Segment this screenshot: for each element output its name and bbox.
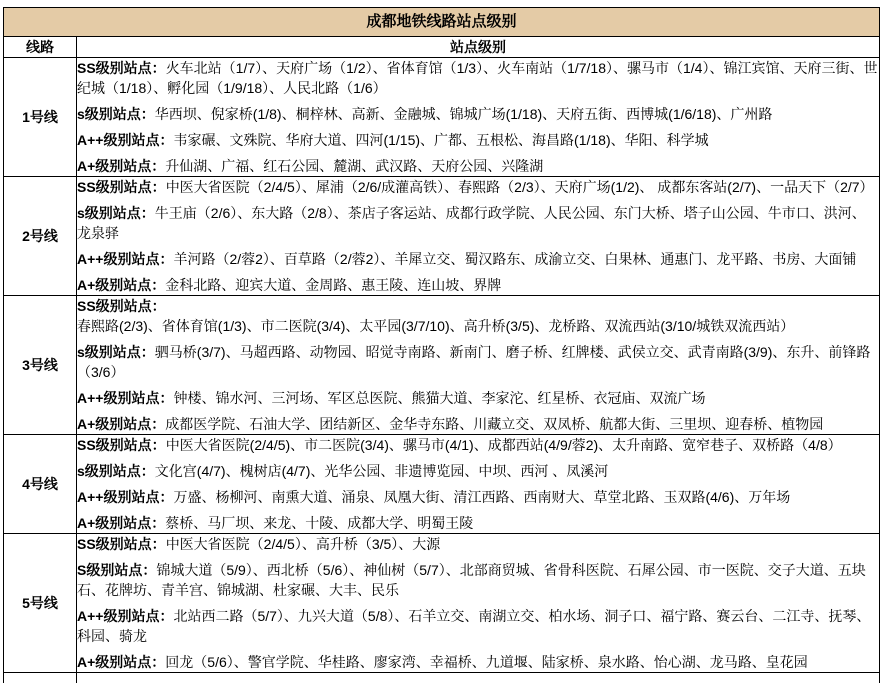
stations-cell-empty xyxy=(77,673,880,683)
level-row-ap xyxy=(77,414,879,434)
level-row-s xyxy=(77,203,879,243)
station-list: 锦城大道（5/9）、西北桥（5/6）、神仙树（5/7）、北部商贸城、省骨科医院、石犀公园、市一医院、交子大道、五块石、花牌坊、青羊宫、锦城湖、杜家碾、大丰、民乐 xyxy=(77,562,866,598)
table-row-next-partial xyxy=(4,673,880,683)
level-label: SS级别站点： xyxy=(77,437,166,453)
level-row-ss xyxy=(77,177,879,197)
level-label: A+级别站点： xyxy=(77,158,165,174)
station-list: 中医大省医院（2/4/5）、高升桥（3/5）、大源 xyxy=(166,536,441,552)
level-label: s级别站点： xyxy=(77,463,155,479)
level-label: A+级别站点： xyxy=(77,515,165,531)
station-list: 羊河路（2/蓉2）、百草路（2/蓉2）、羊犀立交、蜀汉路东、成渝立交、白果林、通惠门、龙平路、书房、大面铺 xyxy=(173,251,856,267)
stations-cell xyxy=(77,435,880,534)
column-header-line: 线路 xyxy=(4,37,77,58)
station-list: 中医大省医院（2/4/5）、犀浦（2/6/成灌高铁）、春熙路（2/3）、天府广场(1/2)、 成都东客站(2/7)、一品天下（2/7） xyxy=(166,179,874,195)
level-label: A++级别站点： xyxy=(77,608,173,624)
line-name-cell: 3号线 xyxy=(4,296,77,435)
level-row-ss xyxy=(77,58,879,98)
level-row-ss xyxy=(77,435,879,455)
station-list: 升仙湖、广福、红石公园、麓湖、武汉路、天府公园、兴隆湖 xyxy=(165,158,543,174)
level-label: A++级别站点： xyxy=(77,251,173,267)
metro-station-grade-table xyxy=(3,7,880,683)
level-row-ap xyxy=(77,275,879,295)
level-row-s xyxy=(77,104,879,124)
station-list: 蔡桥、马厂坝、来龙、十陵、成都大学、明蜀王陵 xyxy=(165,515,473,531)
station-list: 华西坝、倪家桥(1/8)、桐梓林、高新、金融城、锦城广场(1/18)、天府五街、西博城(1/6/18)、广州路 xyxy=(155,106,773,122)
stations-cell xyxy=(77,177,880,296)
level-label: A+级别站点： xyxy=(77,654,165,670)
level-row-ss xyxy=(77,296,879,336)
station-list: 中医大省医院(2/4/5)、市二医院(3/4)、骡马市(4/1)、成都西站(4/9/蓉2)、太升南路、宽窄巷子、双桥路（4/8） xyxy=(166,437,842,453)
level-label: A++级别站点： xyxy=(77,132,173,148)
station-list: 火车北站（1/7）、天府广场（1/2）、省体育馆（1/3）、火车南站（1/7/18）、骡马市（1/4）、锦江宾馆、天府三街、世纪城（1/18）、孵化园（1/9/18）、人民北路（1/6） xyxy=(77,60,877,96)
level-label: SS级别站点： xyxy=(77,298,166,314)
level-row-ap xyxy=(77,156,879,176)
stations-cell xyxy=(77,58,880,177)
level-row-app xyxy=(77,249,879,269)
level-label: s级别站点： xyxy=(77,205,155,221)
level-row-s xyxy=(77,461,879,481)
station-list: 钟楼、锦水河、三河场、军区总医院、熊猫大道、李家沱、红星桥、衣冠庙、双流广场 xyxy=(173,390,705,406)
station-list: 春熙路(2/3)、省体育馆(1/3)、市二医院(3/4)、太平园(3/7/10)、高升桥(3/5)、龙桥路、双流西站(3/10/城铁双流西站） xyxy=(77,318,794,334)
station-list: 北站西二路（5/7）、九兴大道（5/8）、石羊立交、南湖立交、柏水场、洞子口、福宁路、赛云台、二江寺、抚琴、科园、骑龙 xyxy=(77,608,870,644)
station-list: 万盛、杨柳河、南熏大道、涌泉、凤凰大街、清江西路、西南财大、草堂北路、玉双路(4/6)、万年场 xyxy=(173,489,790,505)
line-name-cell: 1号线 xyxy=(4,58,77,177)
level-label: S级别站点： xyxy=(77,562,156,578)
level-row-ss xyxy=(77,534,879,554)
line-name-cell: 4号线 xyxy=(4,435,77,534)
level-label: A+级别站点： xyxy=(77,416,165,432)
title-row xyxy=(4,8,880,37)
level-label: SS级别站点： xyxy=(77,536,166,552)
station-list: 牛王庙（2/6）、东大路（2/8）、茶店子客运站、成都行政学院、人民公园、东门大桥、塔子山公园、牛市口、洪河、龙泉驿 xyxy=(77,205,866,241)
station-list: 文化宫(4/7)、槐树店(4/7)、光华公园、非遗博览园、中坝、西河 、凤溪河 xyxy=(155,463,608,479)
line-name-cell: 5号线 xyxy=(4,534,77,673)
line-name-cell: 2号线 xyxy=(4,177,77,296)
station-list: 金科北路、迎宾大道、金周路、惠王陵、连山坡、界牌 xyxy=(165,277,501,293)
station-list: 驷马桥(3/7)、马超西路、动物园、昭觉寺南路、新南门、磨子桥、红牌楼、武侯立交、武青南路(3/9)、东升、前锋路（3/6） xyxy=(77,344,870,380)
level-row-s xyxy=(77,560,879,600)
level-label: SS级别站点： xyxy=(77,179,166,195)
table-row-line4 xyxy=(4,435,880,534)
table-title: 成都地铁线路站点级别 xyxy=(4,8,880,37)
stations-cell xyxy=(77,296,880,435)
level-row-app xyxy=(77,606,879,646)
level-row-app xyxy=(77,487,879,507)
level-row-ap xyxy=(77,652,879,672)
level-label: s级别站点： xyxy=(77,344,155,360)
column-header-row xyxy=(4,37,880,58)
level-row-s xyxy=(77,342,879,382)
column-header-stations: 站点级别 xyxy=(77,37,880,58)
level-label: SS级别站点： xyxy=(77,60,166,76)
level-label: A++级别站点： xyxy=(77,390,173,406)
level-row-app xyxy=(77,130,879,150)
station-list: 回龙（5/6）、警官学院、华桂路、廖家湾、幸福桥、九道堰、陆家桥、泉水路、怡心湖、龙马路、皇花园 xyxy=(165,654,807,670)
station-list: 成都医学院、石油大学、团结新区、金华寺东路、川藏立交、双凤桥、航都大街、三里坝、迎春桥、植物园 xyxy=(165,416,823,432)
level-label: s级别站点： xyxy=(77,106,155,122)
level-label: A+级别站点： xyxy=(77,277,165,293)
table-row-line3 xyxy=(4,296,880,435)
level-row-app xyxy=(77,388,879,408)
table-row-line2 xyxy=(4,177,880,296)
table-row-line1 xyxy=(4,58,880,177)
station-list: 韦家碾、文殊院、华府大道、四河(1/15)、广都、五根松、海昌路(1/18)、华阳、科学城 xyxy=(173,132,708,148)
metro-grade-table-container xyxy=(3,7,880,683)
level-label: A++级别站点： xyxy=(77,489,173,505)
level-row-ap xyxy=(77,513,879,533)
line-name-cell-empty xyxy=(4,673,77,683)
table-row-line5 xyxy=(4,534,880,673)
stations-cell xyxy=(77,534,880,673)
